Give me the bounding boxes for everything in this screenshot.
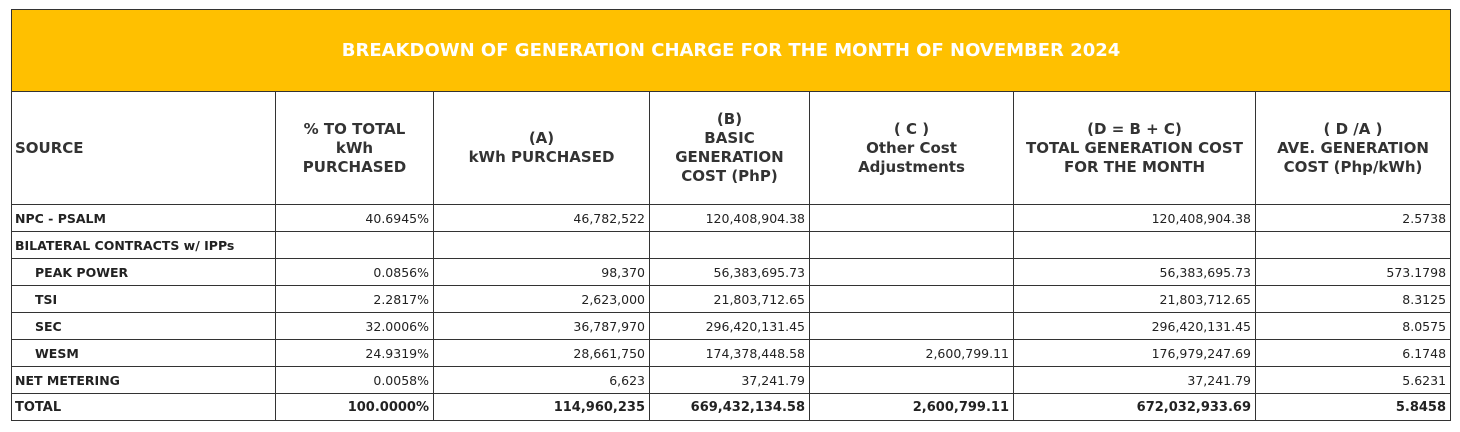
cell-percent: 0.0058% [276, 367, 434, 394]
header-average-generation-cost: ( D /A ) AVE. GENERATION COST (Php/kWh) [1256, 92, 1451, 205]
cell-other [810, 286, 1014, 313]
cell-source: TOTAL [12, 394, 276, 421]
cell-source: NET METERING [12, 367, 276, 394]
cell-source: WESM [12, 340, 276, 367]
cell-other [810, 259, 1014, 286]
cell-average [1256, 232, 1451, 259]
cell-source: PEAK POWER [12, 259, 276, 286]
cell-total: 21,803,712.65 [1014, 286, 1256, 313]
cell-total: 672,032,933.69 [1014, 394, 1256, 421]
cell-basic: 669,432,134.58 [650, 394, 810, 421]
cell-kwh: 98,370 [434, 259, 650, 286]
table-row [12, 313, 1451, 340]
cell-percent: 100.0000% [276, 394, 434, 421]
table-row [12, 340, 1451, 367]
cell-percent: 0.0856% [276, 259, 434, 286]
cell-kwh [434, 232, 650, 259]
header-row [12, 92, 1451, 205]
cell-other [810, 205, 1014, 232]
cell-other: 2,600,799.11 [810, 340, 1014, 367]
cell-total: 176,979,247.69 [1014, 340, 1256, 367]
cell-source: NPC - PSALM [12, 205, 276, 232]
cell-source: TSI [12, 286, 276, 313]
cell-kwh: 2,623,000 [434, 286, 650, 313]
header-source: SOURCE [12, 92, 276, 205]
cell-source: BILATERAL CONTRACTS w/ IPPs [12, 232, 276, 259]
cell-total [1014, 232, 1256, 259]
header-kwh-purchased: (A) kWh PURCHASED [434, 92, 650, 205]
cell-kwh: 114,960,235 [434, 394, 650, 421]
table-row [12, 232, 1451, 259]
cell-basic [650, 232, 810, 259]
cell-basic: 296,420,131.45 [650, 313, 810, 340]
cell-kwh: 36,787,970 [434, 313, 650, 340]
header-total-generation-cost: (D = B + C) TOTAL GENERATION COST FOR THE MONTH [1014, 92, 1256, 205]
cell-source: SEC [12, 313, 276, 340]
total-row [12, 394, 1451, 421]
header-basic-generation-cost: (B) BASIC GENERATION COST (PhP) [650, 92, 810, 205]
cell-kwh: 6,623 [434, 367, 650, 394]
cell-basic: 174,378,448.58 [650, 340, 810, 367]
cell-average: 2.5738 [1256, 205, 1451, 232]
cell-basic: 21,803,712.65 [650, 286, 810, 313]
generation-charge-table [11, 9, 1451, 421]
cell-average: 5.6231 [1256, 367, 1451, 394]
cell-basic: 120,408,904.38 [650, 205, 810, 232]
cell-average: 8.0575 [1256, 313, 1451, 340]
generation-charge-table-container [11, 9, 1450, 421]
cell-other [810, 367, 1014, 394]
cell-percent: 40.6945% [276, 205, 434, 232]
cell-percent: 32.0006% [276, 313, 434, 340]
cell-kwh: 46,782,522 [434, 205, 650, 232]
cell-other [810, 313, 1014, 340]
header-percent-total: % TO TOTAL kWh PURCHASED [276, 92, 434, 205]
cell-average: 8.3125 [1256, 286, 1451, 313]
table-row [12, 205, 1451, 232]
table-row [12, 259, 1451, 286]
cell-basic: 37,241.79 [650, 367, 810, 394]
cell-total: 120,408,904.38 [1014, 205, 1256, 232]
cell-average: 573.1798 [1256, 259, 1451, 286]
cell-other [810, 232, 1014, 259]
header-other-cost-adjustments: ( C ) Other Cost Adjustments [810, 92, 1014, 205]
cell-average: 6.1748 [1256, 340, 1451, 367]
cell-average: 5.8458 [1256, 394, 1451, 421]
cell-percent: 24.9319% [276, 340, 434, 367]
cell-total: 296,420,131.45 [1014, 313, 1256, 340]
cell-total: 37,241.79 [1014, 367, 1256, 394]
table-row [12, 367, 1451, 394]
cell-percent [276, 232, 434, 259]
cell-total: 56,383,695.73 [1014, 259, 1256, 286]
cell-other: 2,600,799.11 [810, 394, 1014, 421]
table-row [12, 286, 1451, 313]
cell-percent: 2.2817% [276, 286, 434, 313]
table-title: BREAKDOWN OF GENERATION CHARGE FOR THE MONTH OF NOVEMBER 2024 [12, 10, 1451, 92]
cell-basic: 56,383,695.73 [650, 259, 810, 286]
cell-kwh: 28,661,750 [434, 340, 650, 367]
